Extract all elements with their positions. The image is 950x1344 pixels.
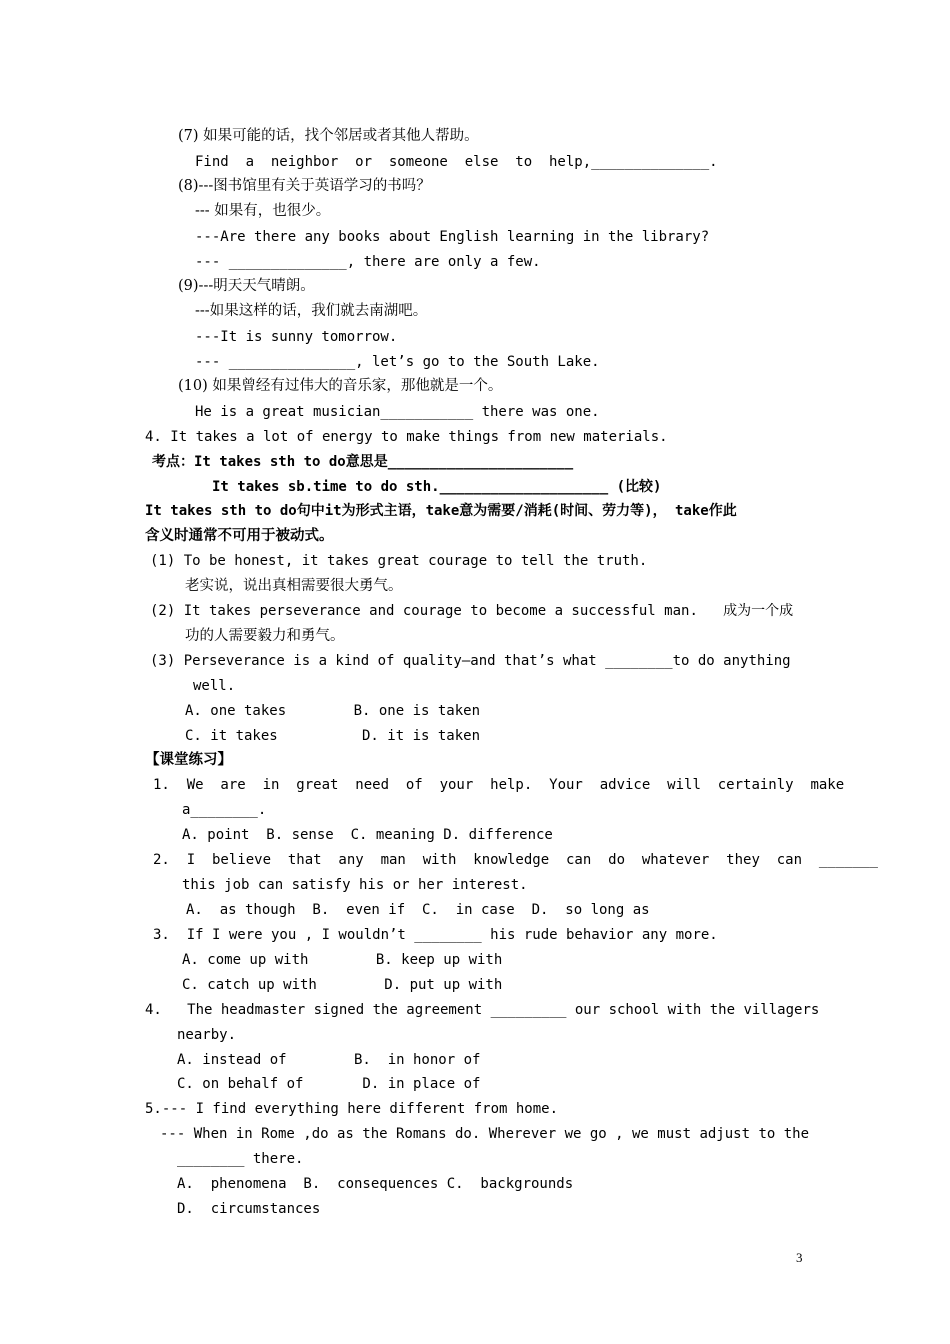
item-9-question-cn: (9)---明天天气晴朗。	[178, 278, 315, 294]
practice-4-options-ab: A. instead of B. in honor of	[177, 1052, 481, 1068]
item-9-answer-en: --- _______________, let’s go to the South Lake.	[195, 354, 600, 370]
example-1-cn: 老实说，说出真相需要很大勇气。	[185, 578, 403, 594]
practice-4-options-cd: C. on behalf of D. in place of	[177, 1076, 481, 1092]
example-2-cn: 功的人需要毅力和勇气。	[185, 628, 345, 644]
practice-1-question-cont: a________.	[182, 802, 267, 818]
practice-3-question: 3. If I were you , I wouldn’t ________ his rude behavior any more.	[153, 927, 718, 943]
item-10-chinese: (10) 如果曾经有过伟大的音乐家，那他就是一个。	[178, 378, 503, 394]
item-8-question-cn: (8)---图书馆里有关于英语学习的书吗？	[178, 178, 431, 194]
example-3-question: (3) Perseverance is a kind of quality—and that’s what ________to do anything	[150, 653, 791, 669]
practice-5-options-abc: A. phenomena B. consequences C. backgrounds	[177, 1176, 574, 1192]
item-10-english: He is a great musician___________ there was one.	[195, 404, 600, 420]
kaodian-explain-2: 含义时通常不可用于被动式。	[145, 527, 334, 544]
practice-4-question: 4. The headmaster signed the agreement _________ our school with the villagers	[145, 1002, 820, 1018]
practice-5-question: 5.--- I find everything here different from home.	[145, 1101, 559, 1117]
item-9-answer-cn: ---如果这样的话，我们就去南湖吧。	[195, 303, 428, 319]
practice-1-question: 1. We are in great need of your help. Your advice will certainly make	[153, 777, 845, 793]
item-8-answer-en: --- ______________, there are only a few.	[195, 254, 541, 270]
practice-3-options-ab: A. come up with B. keep up with	[182, 952, 503, 968]
example-3-options-ab: A. one takes B. one is taken	[185, 703, 481, 719]
practice-5-answer-cont: ________ there.	[177, 1151, 304, 1167]
example-1-en: (1) To be honest, it takes great courage to tell the truth.	[150, 553, 648, 569]
item-7-english: Find a neighbor or someone else to help,______________.	[195, 154, 718, 170]
kaodian-line-2: It takes sb.time to do sth.____________________ (比较)	[212, 479, 662, 495]
practice-5-answer: --- When in Rome ,do as the Romans do. Wherever we go , we must adjust to the	[160, 1126, 810, 1142]
page-number: 3	[796, 1250, 803, 1265]
example-3-options-cd: C. it takes D. it is taken	[185, 728, 481, 744]
practice-4-question-cont: nearby.	[177, 1027, 237, 1043]
item-9-question-en: ---It is sunny tomorrow.	[195, 329, 398, 345]
item-7-chinese: (7) 如果可能的话，找个邻居或者其他人帮助。	[178, 128, 479, 144]
practice-2-question-cont: this job can satisfy his or her interest.	[182, 877, 528, 893]
practice-3-options-cd: C. catch up with D. put up with	[182, 977, 503, 993]
item-8-answer-cn: --- 如果有，也很少。	[195, 203, 331, 219]
practice-2-options: A. as though B. even if C. in case D. so long as	[186, 902, 650, 918]
sentence-4: 4. It takes a lot of energy to make things from new materials.	[145, 429, 668, 445]
kaodian-line-1: 考点：It takes sth to do意思是______________________	[152, 454, 574, 470]
example-2-en: (2) It takes perseverance and courage to become a successful man. 成为一个成	[150, 603, 794, 619]
kaodian-explain-1: It takes sth to do句中it为形式主语，take意为需要/消耗(时间、劳力等)， take作此	[145, 503, 737, 519]
example-3-question-cont: well.	[193, 678, 236, 694]
item-8-question-en: ---Are there any books about English learning in the library?	[195, 229, 710, 245]
practice-1-options: A. point B. sense C. meaning D. difference	[182, 827, 553, 843]
section-heading-practice: 【课堂练习】	[145, 751, 232, 768]
practice-5-options-d: D. circumstances	[177, 1201, 321, 1217]
practice-2-question: 2. I believe that any man with knowledge can do whatever they can _______	[153, 852, 878, 868]
